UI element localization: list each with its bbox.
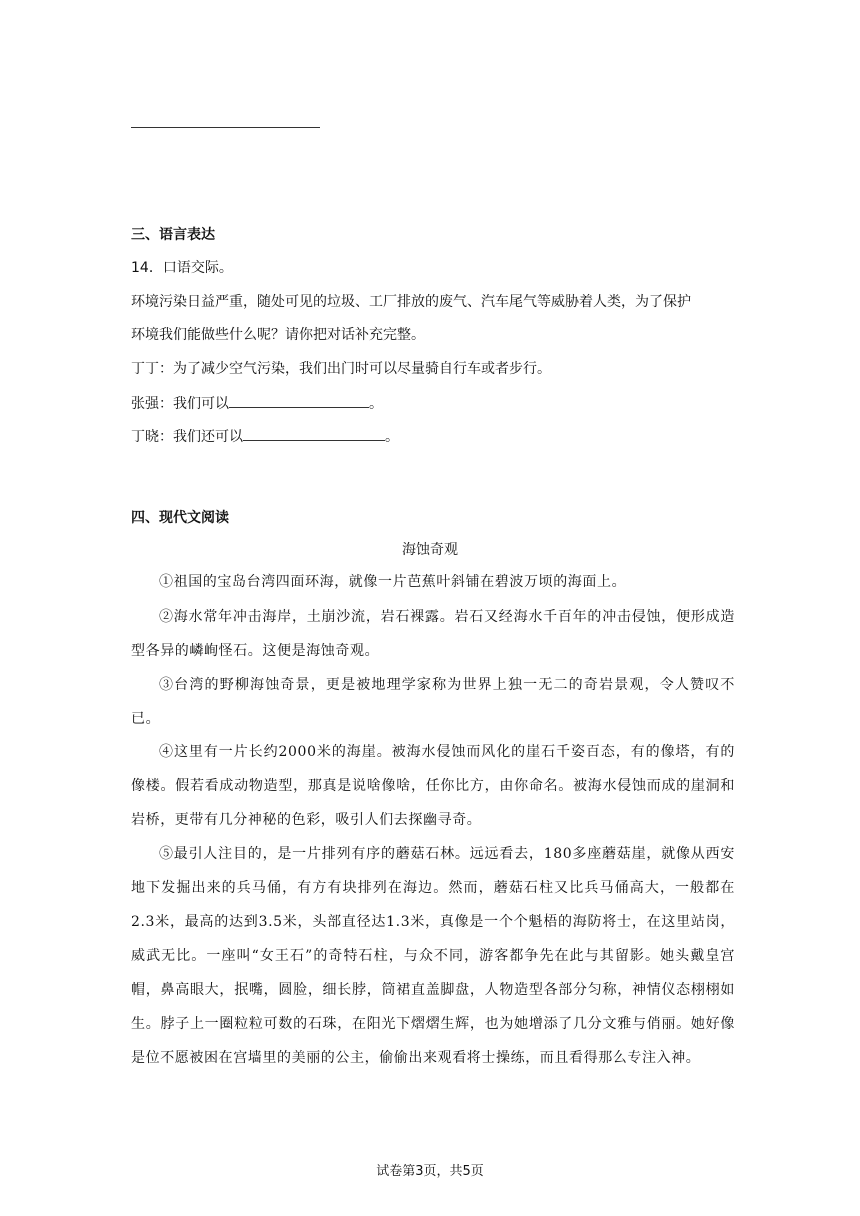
answer-blank-dingxiao[interactable] [243,426,385,441]
dialog-zhangqiang-prefix: 张强：我们可以 [131,396,229,412]
question-intro-line1: 环境污染日益严重，随处可见的垃圾、工厂排放的废气、汽车尾气等威胁着人类，为了保护 [131,294,691,310]
answer-line [131,127,320,128]
article-title: 海蚀奇观 [402,542,458,558]
dialog-dingxiao-prefix: 丁晓：我们还可以 [131,429,243,445]
question-14-number: 14．口语交际。 [131,260,233,276]
question-intro-line2: 环境我们能做些什么呢？请你把对话补充完整。 [131,327,425,343]
section-heading-modern-reading: 四、现代文阅读 [131,510,229,526]
dialog-zhangqiang [131,393,383,414]
dialog-dingxiao-period: 。 [385,429,399,445]
article-paragraph-3: ③台湾的野柳海蚀奇景，更是被地理学家称为世界上独一无二的奇岩景观，令人赞叹不已。 [131,677,735,727]
section-heading-language-expression: 三、语言表达 [131,227,215,243]
article-paragraph-1: ①祖国的宝岛台湾四面环海，就像一片芭蕉叶斜铺在碧波万顷的海面上。 [159,574,627,590]
page-footer: 试卷第3页，共5页 [376,1164,484,1179]
dialog-dingxiao [131,426,399,447]
dialog-dingding: 丁丁：为了减少空气污染，我们出门时可以尽量骑自行车或者步行。 [131,361,551,377]
article-paragraph-4: ④这里有一片长约2000米的海崖。被海水侵蚀而风化的崖石千姿百态，有的像塔，有的像楼。假若看成动物造型，那真是说啥像啥，任你比方，由你命名。被海水侵蚀而成的崖洞和岩桥，更带有几分神秘的色彩，吸引人们去探幽寻奇。 [131,744,735,828]
article-paragraph-2: ②海水常年冲击海岸，土崩沙流，岩石裸露。岩石又经海水千百年的冲击侵蚀，便形成造型各异的嶙峋怪石。这便是海蚀奇观。 [131,609,735,659]
answer-blank-zhangqiang[interactable] [229,393,369,408]
article-paragraph-5: ⑤最引人注目的，是一片排列有序的蘑菇石林。远远看去，180多座蘑菇崖，就像从西安地下发掘出来的兵马俑，有方有块排列在海边。然而，蘑菇石柱又比兵马俑高大，一般都在2.3米，最高的达到3.5米，头部直径达1.3米，真像是一个个魁梧的海防将士，在这里站岗，威武无比。一座叫“女王石”的奇特石柱，与众不同，游客都争先在此与其留影。她头戴皇宫帽，鼻高眼大，抿嘴，圆脸，细长脖，筒裙直盖脚盘，人物造型各部分匀称，神情仪态栩栩如生。脖子上一圈粒粒可数的石珠，在阳光下熠熠生辉，也为她增添了几分文雅与俏丽。她好像是位不愿被困在宫墙里的美丽的公主，偷偷出来观看将士操练，而且看得那么专注入神。 [131,846,735,1066]
dialog-zhangqiang-period: 。 [369,396,383,412]
